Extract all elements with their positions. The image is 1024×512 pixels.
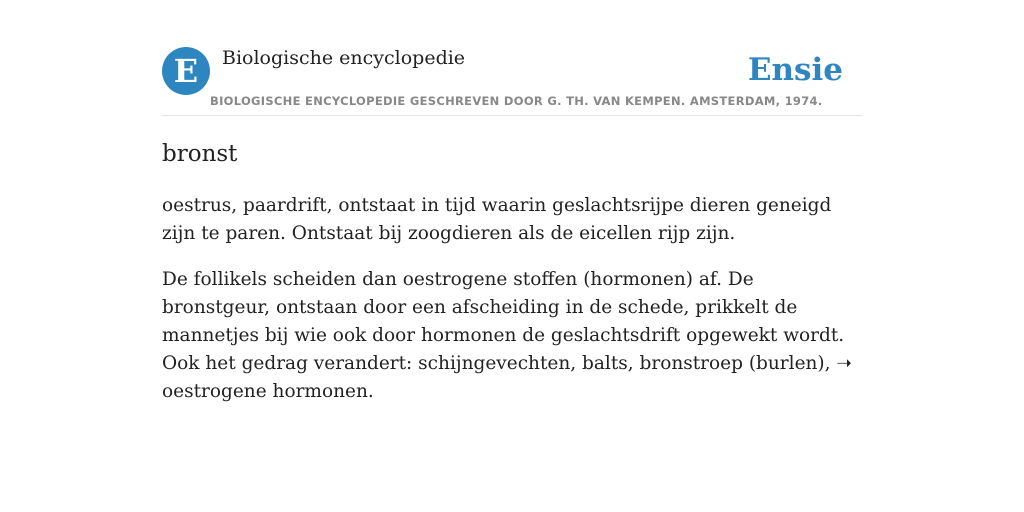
entry-title: bronst bbox=[162, 141, 238, 167]
book-subtitle: BIOLOGISCHE ENCYCLOPEDIE GESCHREVEN DOOR G. TH. VAN KEMPEN. AMSTERDAM, 1974. bbox=[210, 94, 823, 108]
brand-logo[interactable]: Ensie bbox=[747, 52, 843, 88]
entry-paragraph: oestrus, paardrift, ontstaat in tijd waarin geslachtsrijpe dieren geneigd zijn te paren. Ontstaat bij zoogdieren als de eicellen rijp zijn. bbox=[162, 195, 832, 244]
entry-content bbox=[162, 192, 862, 424]
encyclopedia-logo-icon[interactable]: E bbox=[162, 47, 210, 95]
header-divider bbox=[162, 115, 862, 116]
entry-paragraph: De follikels scheiden dan oestrogene stoffen (hormonen) af. De bronstgeur, ontstaan door een afscheiding in de schede, prikkelt de mannetjes bij wie ook door hormonen de geslachtsdrift opgewekt wordt. Ook het gedrag verandert: schijngevechten, balts, bronstroep (burlen), ➝ oestrogene hormonen. bbox=[162, 269, 852, 402]
book-title[interactable]: Biologische encyclopedie bbox=[222, 47, 466, 69]
